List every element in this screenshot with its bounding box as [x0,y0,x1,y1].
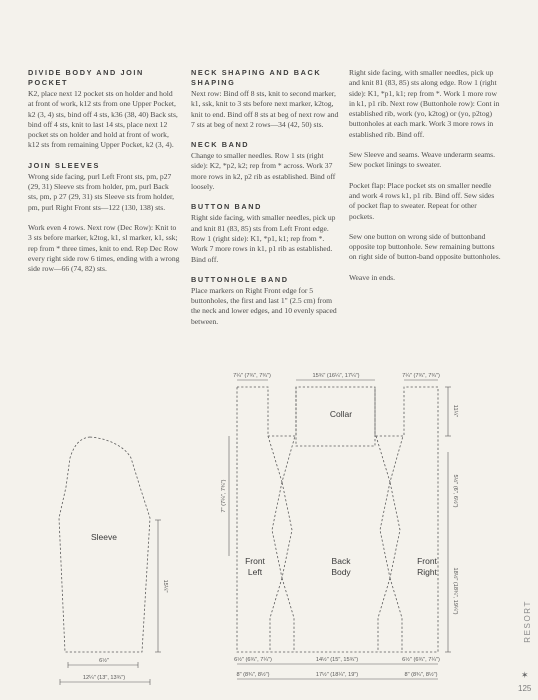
dim-sleeve-cuff: 6½" [99,658,109,664]
heading-buttonhole-band: BUTTONHOLE BAND [191,274,289,284]
text-divide-body: K2, place next 12 pocket sts on holder and hold at front of work, k12 sts from one Upper Pocket, k2 (3, 4) sts, bind off 4 sts, k36 (38, 40) Back sts, bind off 4 sts, knit to last 14 sts, place next 12 pocket sts on holder and hold at front of work, k12 sts from remaining Upper Pocket, k2 (3, 4). [28,89,178,150]
front-left-label-1: Front [245,556,265,566]
dim-bottom2-right: 8" (8¾", 8½") [404,672,438,678]
heading-join-sleeves: JOIN SLEEVES [28,160,100,170]
dim-right-top: 11¼" [452,404,458,418]
text-join-sleeves-1: Wrong side facing, purl Left Front sts, pm, p27 (29, 31) Sleeve sts from holder, pm, purl Back sts, pm, p 27 (29, 31) sts Sleeve sts from holder, pm, purl Right Front sts—122 (130, 138) sts. [28,171,175,212]
right-lower [378,578,390,652]
sleeve-outline [59,437,150,652]
left-diamond [272,482,292,578]
text-neck-shaping: Next row: Bind off 8 sts, knit to second marker, k1, ssk, knit to 3 sts before next marker, k2tog, knit to end. Bind off 8 sts at beg of next row and 7 sts at beg of next 2 rows—34 (42, 50) sts. [191,89,339,129]
text-finishing: Sew Sleeve and seams. Weave underarm seams. Sew pocket linings to sweater. [349,150,496,170]
dim-bottom1-center: 14½" (15", 15¾") [315,657,359,663]
dim-left-vertical: 7" (7¼", 7¾") [221,479,227,513]
sleeve-label: Sleeve [91,532,117,542]
back-body-label-1: Back [331,556,351,566]
heading-divide-body: DIVIDE BODY AND JOIN POCKET [28,68,144,87]
front-left-label-2: Left [247,567,263,577]
dim-right-bottom: 18½" (18¾", 19¼") [452,567,458,615]
dim-bottom2-left: 8" (8¾", 8½") [236,672,270,678]
front-right-label-2: Right [417,567,437,577]
text-buttons: Sew one button on wrong side of buttonband opposite top buttonhole. Sew remaining buttons on right side of button-band opposite buttonholes. [349,231,501,262]
left-neckline [268,436,295,482]
dim-top-right: 7¼" (7¾", 7¾") [402,373,440,379]
right-lower-2 [390,578,402,652]
dim-sleeve-upper: 12¼" (13", 13¾") [82,675,126,681]
star-icon: ✶ [521,671,529,681]
heading-neck-shaping: NECK SHAPING AND BACK SHAPING [191,68,322,87]
left-lower-2 [282,578,294,652]
text-join-sleeves-2: Work even 4 rows. Next row (Dec Row): Knit to 3 sts before marker, k2tog, k1, sl marker, k1, ssk; rep from * three times, knit to end. Rep Dec Row every right side row 6 times, ending with a wrong side row—66 (74, 82) sts. [28,222,180,274]
front-right-label-1: Front [417,556,437,566]
collar-label: Collar [329,409,353,419]
heading-neck-band: NECK BAND [191,140,250,150]
text-neck-band: Change to smaller needles. Row 1 sts (right side): K2, *p2, k2; rep from * across. Work 37 more rows in k2, p2 rib as established. Bind off loosely. [191,151,336,192]
text-pocket-flap: Pocket flap: Place pocket sts on smaller needle and work 4 rows k1, p1 rib. Bind off. Sew sides of pocket flap to sweater. Repeat for other pockets. [349,180,495,221]
section-sidebar-label: RESORT [523,600,532,643]
dim-bottom2-center: 17½" (18¼", 19") [315,672,359,678]
text-buttonhole-band: Place markers on Right Front edge for 5 buttonholes, the first and last 1" (2.5 cm) from the neck and lower edges, and 10 evenly spaced between. [191,285,337,326]
dim-right-mid: 5½" (6", 6½") [452,474,458,508]
left-lower [270,578,282,652]
text-buttonhole-band-cont: Right side facing, with smaller needles, pick up and knit 81 (83, 85) sts along edge. Row 1 (right side): K1, *p1, k1; rep from *. Work 1 more row in k1, p1 rib. Next row (Buttonhole row): Cont in established rib, work (yo, k2tog) or (yo, p2tog) buttonholes at each mark. Work 3 more rows in established rib. Bind off. [349,68,500,139]
body-outline [237,387,438,652]
dim-bottom1-right: 6½" (6¾", 7¼") [402,657,440,663]
text-weave-ends: Weave in ends. [349,272,395,282]
dim-sleeve-length: 15¼" [162,579,168,593]
dim-top-center: 15¾" (16¼", 17¼") [312,373,360,379]
right-neckline [376,436,403,482]
heading-button-band: BUTTON BAND [191,202,262,212]
dim-top-left: 7¼" (7¾", 7¾") [233,373,271,379]
page-number: 125 [518,684,532,693]
right-diamond [380,482,400,578]
text-button-band: Right side facing, with smaller needles, pick up and knit 81 (83, 85) sts from Left Front edge. Row 1 (right side): K1, *p1, k1; rep from *. Work 7 more rows in k1, p1 rib as established. Bind off. [191,213,336,264]
back-body-label-2: Body [331,567,351,577]
dim-bottom1-left: 6½" (6¾", 7¼") [234,657,272,663]
